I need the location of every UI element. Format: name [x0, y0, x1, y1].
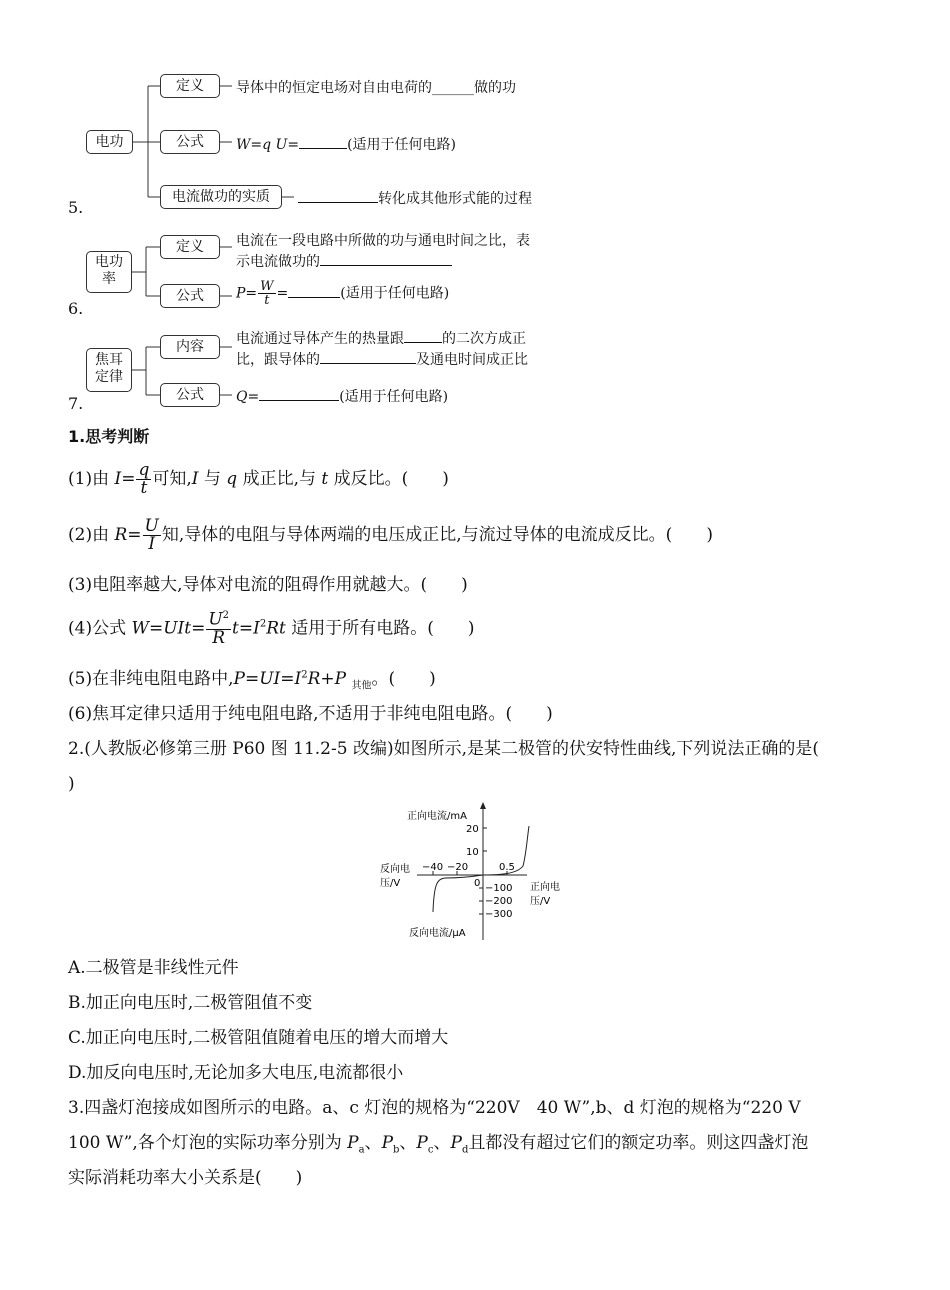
sep: 、	[433, 1133, 451, 1153]
section-heading: 1.思考判断	[68, 427, 150, 446]
item-number: 6.	[68, 299, 84, 318]
equals: =	[276, 285, 289, 302]
text: (2)由	[68, 525, 115, 545]
denominator: t	[140, 478, 148, 498]
branch-text-content	[236, 329, 528, 371]
var: P	[416, 1133, 428, 1153]
text: 知,导体的电阻与导体两端的电压成正比,与流过导体的电流成反比。( )	[161, 525, 713, 545]
x-neg-label: 反向电	[380, 864, 410, 875]
x-pos-label: 压/V	[530, 896, 551, 907]
text-part: 电流通过导体产生的热量跟	[236, 331, 404, 347]
fraction	[143, 518, 161, 553]
fraction	[258, 280, 275, 307]
essence-suffix: 转化成其他形式能的过程	[378, 191, 532, 207]
text: (5)在非纯电阻电路中,	[68, 669, 234, 689]
var: I	[253, 618, 260, 639]
blank	[299, 136, 347, 149]
denominator: R	[212, 627, 226, 648]
root-line: 电功	[95, 254, 123, 270]
blank	[298, 190, 378, 203]
var: R	[114, 525, 128, 545]
judgment-item-6: (6)焦耳定律只适用于纯电阻电路,不适用于非纯电阻电路。( )	[68, 704, 553, 724]
exponent: 2	[259, 618, 267, 630]
question-3-line-1: 3.四盏灯泡接成如图所示的电路。a、c 灯泡的规格为“220V 40 W”,b、d 灯泡的规格为“220 V	[68, 1098, 801, 1118]
text: =	[127, 525, 142, 545]
text: =	[148, 618, 164, 639]
var: q	[226, 469, 238, 489]
blank	[259, 388, 339, 401]
mindmap-root	[86, 251, 132, 293]
formula-suffix: (适用于任何电路)	[347, 137, 456, 153]
var: R	[307, 669, 321, 689]
text: (1)由	[68, 469, 115, 489]
text: 成正比,与	[237, 469, 322, 489]
root-line: 焦耳	[95, 352, 123, 368]
origin-label: 0	[474, 878, 481, 889]
var: t	[321, 469, 329, 489]
branch-label-definition: 定义	[160, 74, 220, 98]
text-part: 及通电时间成正比	[416, 352, 528, 368]
text: (4)公式	[68, 618, 132, 639]
text-part: 示电流做功的	[236, 254, 320, 270]
branch-label-formula: 公式	[160, 130, 220, 154]
branch-text-formula	[236, 280, 449, 307]
judgment-item-5	[68, 669, 436, 692]
branch-label-content: 内容	[160, 335, 220, 359]
formula-suffix: (适用于任何电路)	[339, 389, 449, 405]
text-part: 的二次方成正	[442, 331, 526, 347]
var: UI	[259, 669, 281, 689]
branch-text-definition	[236, 231, 530, 273]
var: P	[450, 1133, 462, 1153]
judgment-item-3: (3)电阻率越大,导体对电流的阻碍作用就越大。( )	[68, 575, 468, 595]
branch-text-definition: 导体中的恒定电场对自由电荷的______做的功	[236, 80, 516, 96]
text: 适用于所有电路。( )	[285, 618, 475, 639]
numerator: W	[260, 279, 274, 294]
text: 。( )	[371, 669, 436, 689]
item-number: 7.	[68, 394, 84, 413]
formula-prefix: Q=	[236, 389, 260, 405]
tick-label: −200	[485, 896, 513, 907]
x-pos-label: 正向电	[530, 882, 560, 893]
y-pos-label: 正向电流/mA	[407, 811, 467, 822]
y-axis-arrow	[480, 802, 486, 809]
subscript: a	[358, 1144, 365, 1156]
text: 可知,	[152, 469, 192, 489]
text: =	[121, 469, 136, 489]
text-line: 电流在一段电路中所做的功与通电时间之比，表	[236, 233, 530, 249]
subscript: b	[393, 1144, 400, 1156]
text: +	[320, 669, 335, 689]
var: I	[114, 469, 122, 489]
var: Rt	[266, 618, 286, 639]
mindmap-root: 电功	[86, 130, 133, 154]
text-line	[236, 329, 528, 350]
tick-label: 0.5	[499, 862, 515, 873]
option-c: C.加正向电压时,二极管阻值随着电压的增大而增大	[68, 1028, 449, 1048]
branch-label-definition: 定义	[160, 235, 220, 259]
question-2-stem-end: )	[68, 774, 75, 794]
judgment-item-2	[68, 518, 713, 553]
option-d: D.加反向电压时,无论加多大电压,电流都很小	[68, 1063, 404, 1083]
text-part: 比，跟导体的	[236, 352, 320, 368]
tick-label: 20	[466, 824, 479, 835]
text: 成反比。( )	[328, 469, 449, 489]
tick-label: −40	[422, 862, 444, 873]
formula-prefix: P=	[236, 285, 258, 302]
sep: 、	[399, 1133, 417, 1153]
root-line: 定律	[95, 368, 123, 385]
text: =	[244, 669, 260, 689]
subscript: 其他	[351, 680, 372, 692]
exponent: 2	[301, 669, 308, 681]
blank	[288, 285, 340, 298]
text-line	[236, 350, 528, 371]
var: t	[232, 618, 239, 639]
root-line: 率	[102, 270, 116, 287]
sep: 、	[364, 1133, 382, 1153]
option-b: B.加正向电压时,二极管阻值不变	[68, 993, 313, 1013]
blank	[404, 330, 442, 343]
numerator	[206, 611, 231, 630]
var: P	[233, 669, 245, 689]
var: U	[208, 609, 223, 630]
formula-suffix: (适用于任何电路)	[340, 285, 450, 302]
var: I	[191, 469, 199, 489]
branch-label-formula: 公式	[160, 383, 220, 407]
tick-label: −100	[485, 883, 513, 894]
text: 与	[198, 469, 227, 489]
judgment-item-4	[68, 611, 475, 647]
branch-text-formula	[236, 386, 448, 406]
var: I	[294, 669, 302, 689]
var: P	[334, 669, 347, 689]
blank	[320, 351, 416, 364]
option-a: A.二极管是非线性元件	[68, 958, 239, 978]
branch-text-formula	[236, 134, 456, 154]
branch-label-essence: 电流做功的实质	[160, 185, 282, 209]
judgment-item-1	[68, 462, 449, 497]
text: =	[191, 618, 206, 639]
x-neg-label: 压/V	[380, 878, 401, 889]
var: UIt	[163, 618, 192, 639]
mindmap-root	[86, 348, 132, 392]
numerator: U	[144, 516, 159, 536]
var: W	[131, 618, 149, 639]
denominator: I	[148, 534, 156, 554]
subscript: d	[461, 1144, 469, 1156]
question-2-stem: 2.(人教版必修第三册 P60 图 11.2-5 改编)如图所示,是某二极管的伏安特性曲线,下列说法正确的是(	[68, 739, 820, 759]
fraction	[206, 611, 231, 647]
numerator: q	[138, 460, 150, 480]
text: 100 W”,各个灯泡的实际功率分别为	[68, 1133, 348, 1153]
var: P	[347, 1133, 359, 1153]
var: P	[381, 1133, 394, 1153]
blank	[320, 253, 452, 266]
fraction	[136, 462, 151, 497]
tick-label: 10	[466, 847, 479, 858]
text: =	[238, 618, 254, 639]
tick-label: −20	[447, 862, 469, 873]
tick-label: −300	[485, 909, 513, 920]
subscript: c	[427, 1144, 434, 1156]
text-line	[236, 252, 530, 273]
branch-label-formula: 公式	[160, 284, 220, 308]
branch-text-essence	[298, 188, 532, 208]
text: 且都没有超过它们的额定功率。则这四盏灯泡	[468, 1133, 809, 1153]
question-3-line-3: 实际消耗功率大小关系是( )	[68, 1168, 303, 1188]
formula-prefix: W=q U=	[236, 137, 300, 153]
denominator: t	[264, 293, 270, 308]
exponent: 2	[222, 610, 230, 621]
y-neg-label: 反向电流/μA	[409, 928, 466, 939]
text: =	[280, 669, 295, 689]
item-number: 5.	[68, 198, 84, 217]
question-3-line-2	[68, 1133, 808, 1156]
diode-iv-graph	[375, 800, 595, 945]
